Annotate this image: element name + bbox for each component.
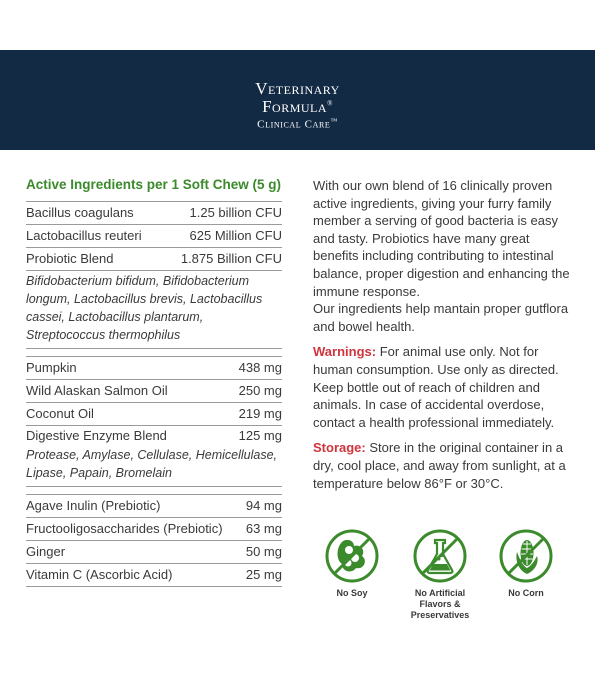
trademark-mark: ™ bbox=[330, 117, 338, 125]
ingredient-row: Probiotic Blend 1.875 Billion CFU bbox=[26, 248, 282, 271]
description-paragraph: Our ingredients help mantain proper gutflora and bowel health. bbox=[313, 301, 569, 334]
badge-no-corn bbox=[486, 528, 566, 599]
description-panel bbox=[313, 177, 575, 492]
ingredient-row: Ginger 50 mg bbox=[26, 541, 282, 564]
badge-label: No Soy bbox=[336, 588, 368, 598]
ingredient-row: Pumpkin 438 mg bbox=[26, 356, 282, 380]
warnings-label: Warnings: bbox=[313, 344, 377, 360]
brand-line-1: Veterinary bbox=[255, 79, 340, 98]
storage-text: Store in the original container in a dry, cool place, and away from sunlight, at a temperature below 86°F or 30°C. bbox=[313, 440, 566, 491]
ingredient-row: Agave Inulin (Prebiotic) 94 mg bbox=[26, 494, 282, 518]
enzyme-blend-detail: Protease, Amylase, Cellulase, Hemicellulase, Lipase, Papain, Bromelain bbox=[26, 448, 278, 480]
ingredients-title: Active Ingredients per 1 Soft Chew (5 g) bbox=[26, 177, 282, 192]
ingredient-row: Lactobacillus reuteri 625 Million CFU bbox=[26, 225, 282, 248]
flask-icon bbox=[412, 528, 468, 584]
enzyme-blend-row: Digestive Enzyme Blend 125 mg Protease, Amylase, Cellulase, Hemicellulase, Lipase, Papain, Bromelain bbox=[26, 426, 282, 487]
badge-no-soy bbox=[312, 528, 392, 599]
ingredient-row: Wild Alaskan Salmon Oil 250 mg bbox=[26, 380, 282, 403]
corn-icon bbox=[498, 528, 554, 584]
storage-label: Storage: bbox=[313, 440, 366, 456]
ingredient-row: Bacillus coagulans 1.25 billion CFU bbox=[26, 201, 282, 225]
ingredient-row: Coconut Oil 219 mg bbox=[26, 403, 282, 426]
brand-header bbox=[0, 50, 595, 150]
warnings-text: For animal use only. Not for human consumption. Use only as directed. Keep bottle out of reach of children and animals. In case of accidental overdose, contact a health professional immediately. bbox=[313, 344, 559, 430]
ingredient-row: Vitamin C (Ascorbic Acid) 25 mg bbox=[26, 564, 282, 587]
storage-block bbox=[313, 439, 575, 492]
top-whitespace bbox=[0, 0, 595, 50]
badge-no-artificial bbox=[400, 528, 480, 621]
ingredient-row: Fructooligosaccharides (Prebiotic) 63 mg bbox=[26, 518, 282, 541]
probiotic-blend-detail: Bifidobacterium bifidum, Bifidobacterium longum, Lactobacillus brevis, Lactobacillus cassei, Lactobacillus plantarum, Streptococcus thermophilus bbox=[26, 271, 282, 349]
description-paragraph: With our own blend of 16 clinically proven active ingredients, giving your furry family member a serving of good bacteria is easy and tasty. Probiotics have many great benefits including contributing to intestinal balance, proper digestion and enhancing the immune response. bbox=[313, 178, 570, 299]
soy-icon bbox=[324, 528, 380, 584]
brand-line-3: Clinical Care™ bbox=[257, 117, 338, 131]
brand-line-2: Formula® bbox=[262, 97, 333, 116]
badge-row bbox=[318, 528, 578, 638]
ingredients-panel bbox=[26, 177, 282, 587]
badge-label: No Corn bbox=[508, 588, 544, 598]
badge-label: No Artificial Flavors & Preservatives bbox=[410, 588, 470, 620]
registered-mark: ® bbox=[327, 99, 333, 108]
warnings-block bbox=[313, 343, 575, 431]
